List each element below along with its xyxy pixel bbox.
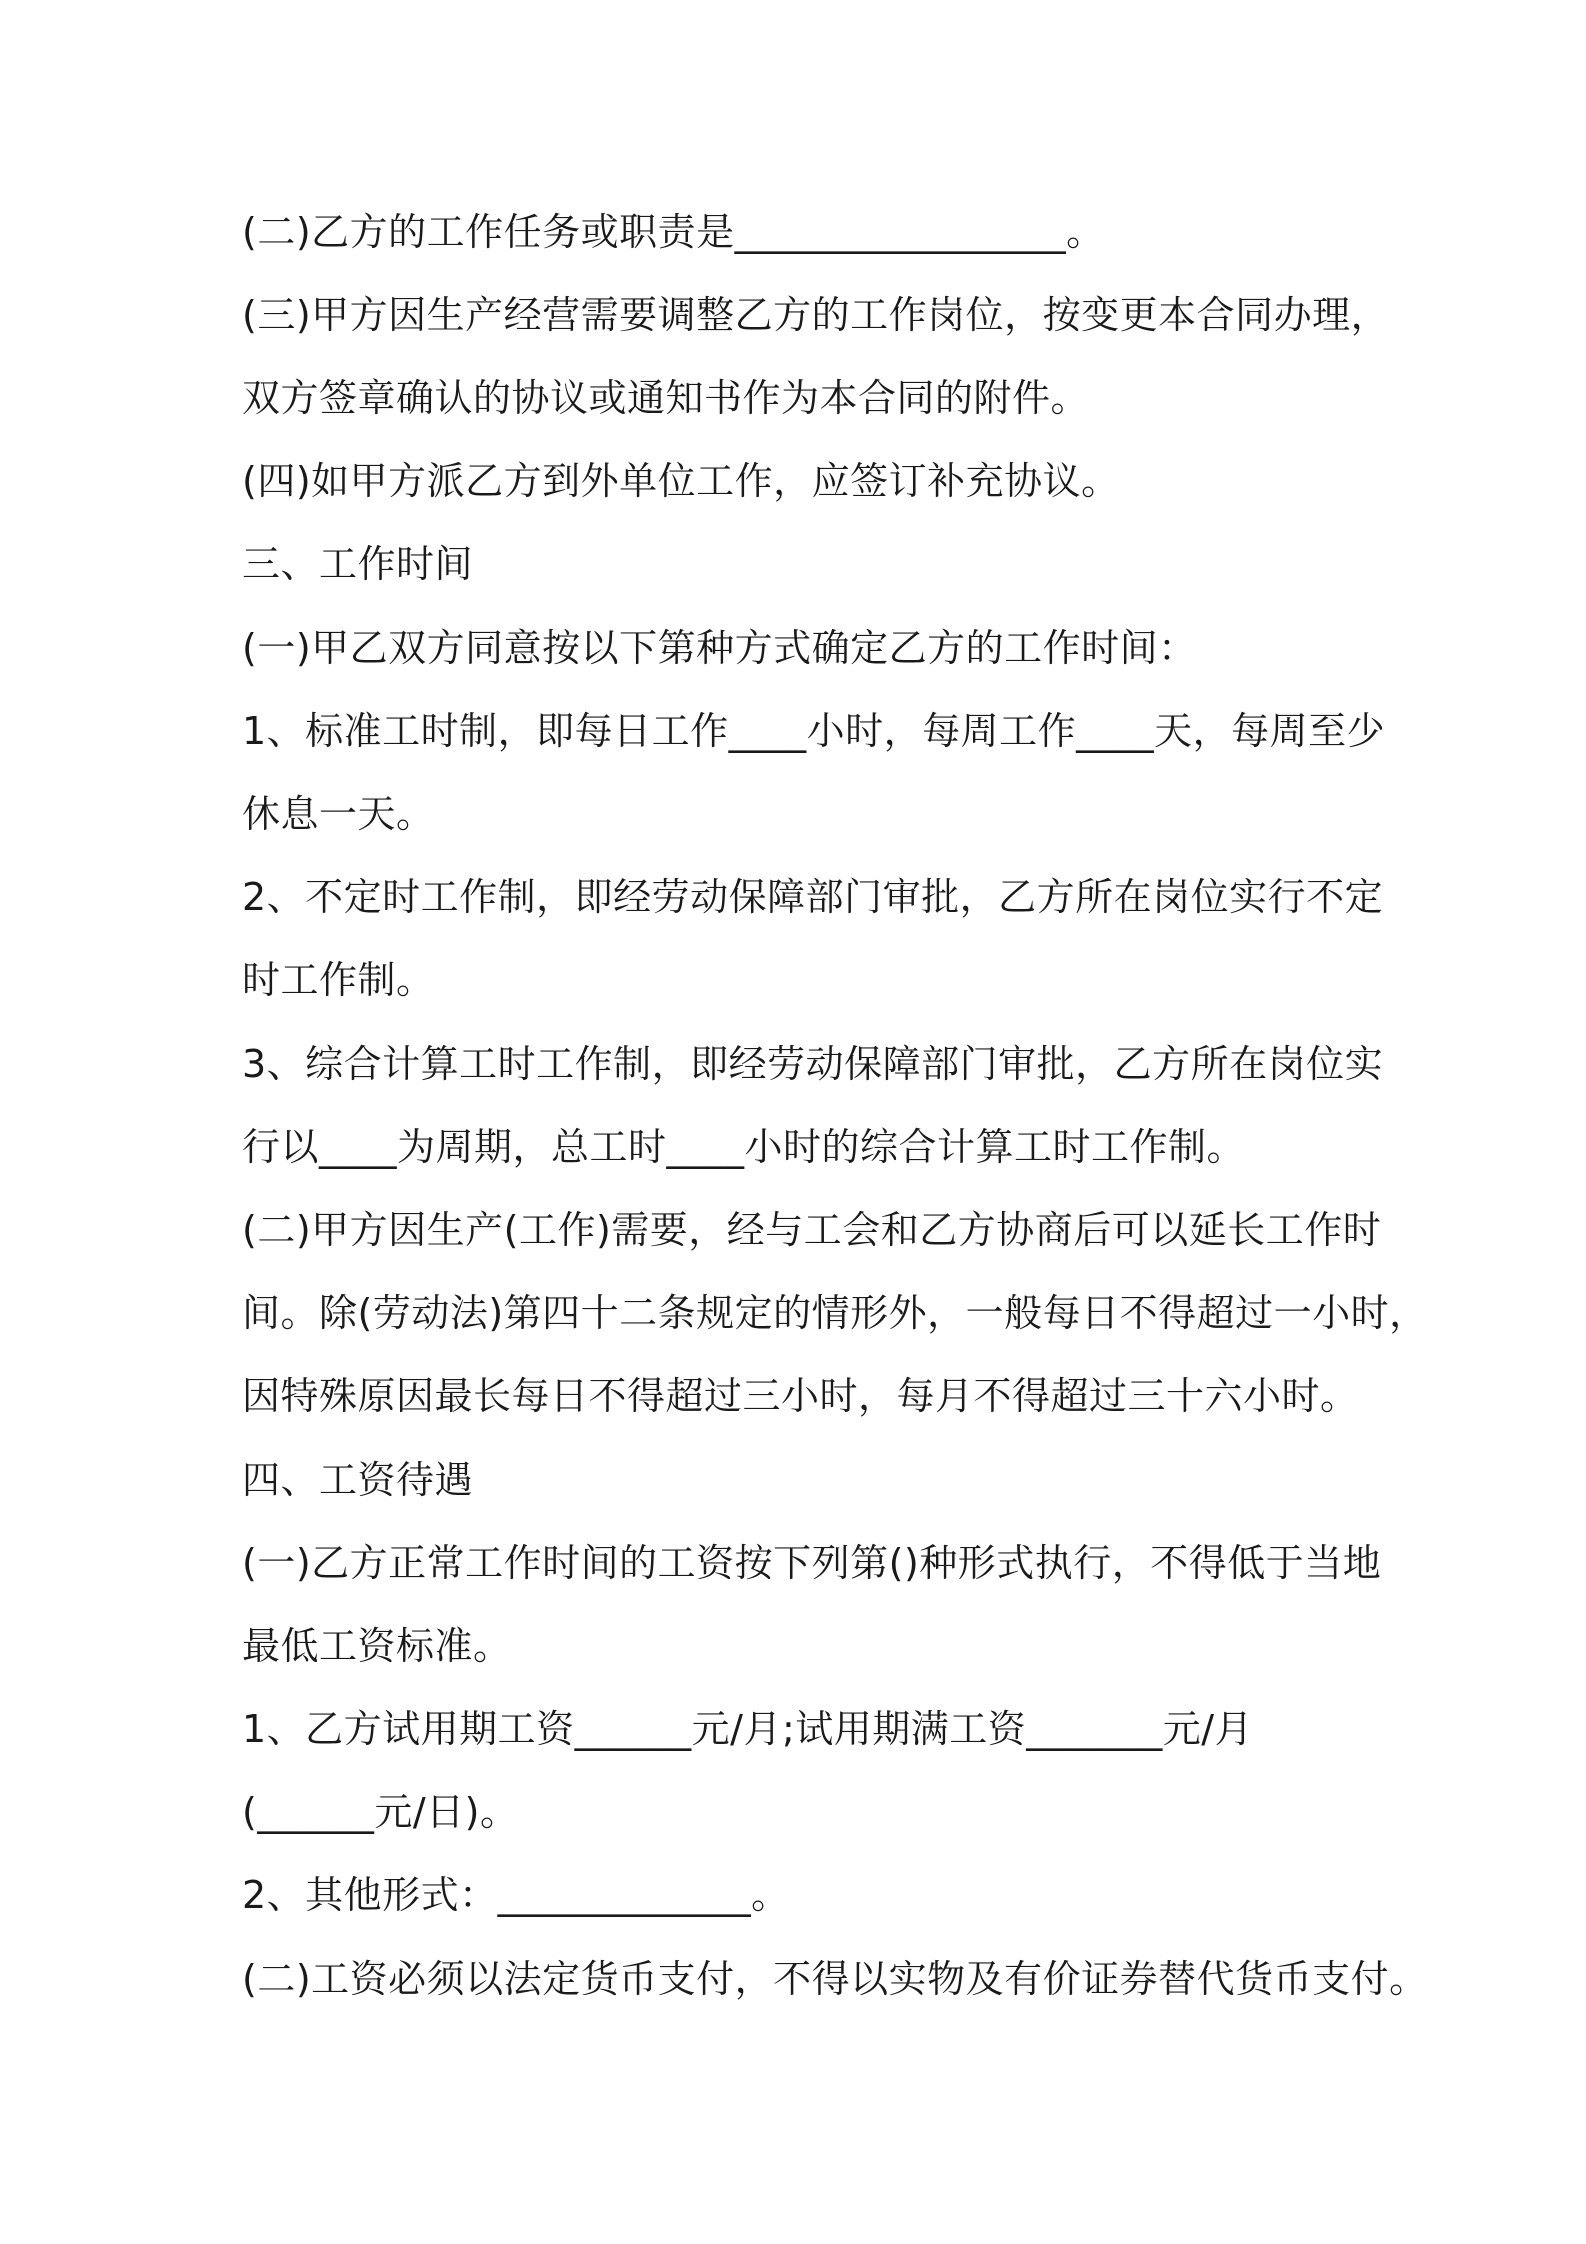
text-line: (三)甲方因生产经营需要调整乙方的工作岗位，按变更本合同办理， [242,293,1390,337]
text-line: 间。除(劳动法)第四十二条规定的情形外，一般每日不得超过一小时， [242,1291,1428,1335]
text-line: 双方签章确认的协议或通知书作为本合同的附件。 [242,376,1090,420]
text-line: 因特殊原因最长每日不得超过三小时，每月不得超过三十六小时。 [242,1374,1359,1418]
text-line: 休息一天。 [242,792,435,836]
text-line: (四)如甲方派乙方到外单位工作，应签订补充协议。 [242,459,1120,503]
text-line: 3、综合计算工时工作制，即经劳动保障部门审批，乙方所在岗位实 [242,1042,1384,1086]
text-line: 1、标准工时制，即每日工作____小时，每周工作____天，每周至少 [242,709,1386,753]
text-line: 2、其他形式：_____________。 [242,1873,790,1917]
text-line: 最低工资标准。 [242,1624,512,1668]
section-heading: 三、工作时间 [242,542,474,586]
text-line: (______元/日)。 [242,1790,519,1834]
text-line: 行以____为周期，总工时____小时的综合计算工时工作制。 [242,1125,1246,1169]
section-heading: 四、工资待遇 [242,1458,474,1502]
text-line: (一)甲乙双方同意按以下第种方式确定乙方的工作时间： [242,626,1197,670]
text-line: (二)甲方因生产(工作)需要，经与工会和乙方协商后可以延长工作时 [242,1208,1382,1252]
text-line: (二)工资必须以法定货币支付，不得以实物及有价证券替代货币支付。 [242,1957,1428,2001]
text-line: 1、乙方试用期工资______元/月;试用期满工资_______元/月 [242,1707,1254,1751]
text-line: 2、不定时工作制，即经劳动保障部门审批，乙方所在岗位实行不定 [242,875,1384,919]
text-line: (一)乙方正常工作时间的工资按下列第()种形式执行，不得低于当地 [242,1541,1382,1585]
text-line: 时工作制。 [242,958,435,1002]
text-line: (二)乙方的工作任务或职责是_________________。 [242,210,1105,254]
